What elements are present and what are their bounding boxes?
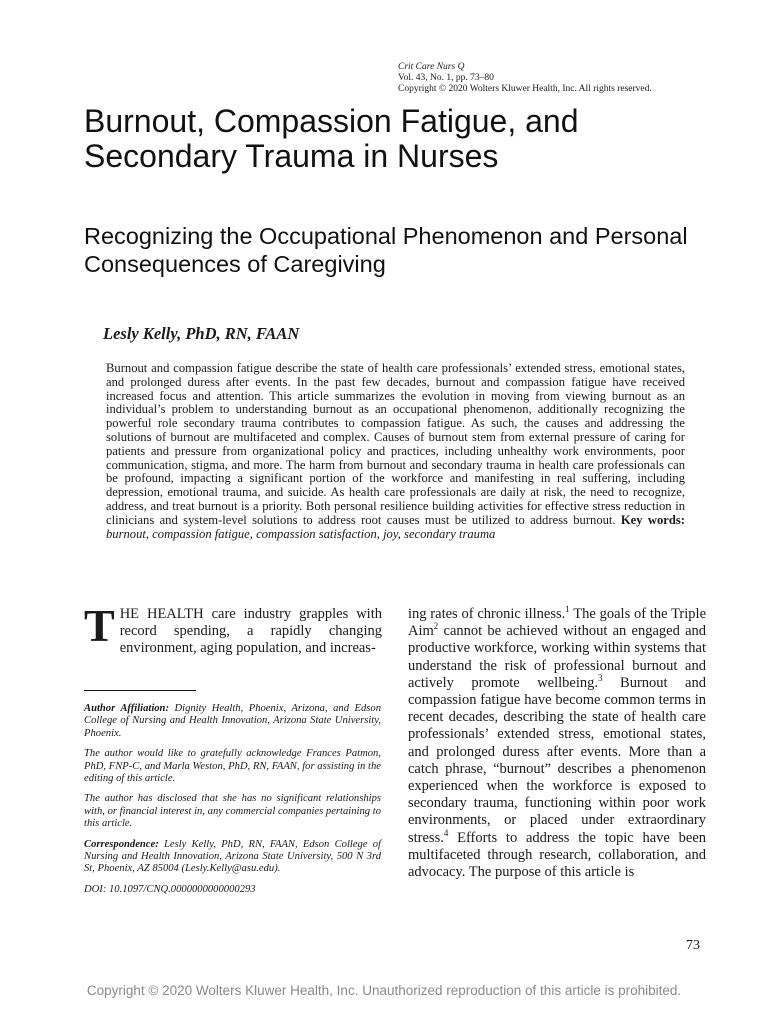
abstract-text: Burnout and compassion fatigue describe the state of health care professionals’ extended stress, emotional states, and prolonged duress after events. In the past few decades, burnout and compassion fatigue have received increased focus and attention. This article summarizes the evolution in moving from viewing burnout as an individual’s problem to understanding burnout as an occupational phenomenon, additionally recognizing the powerful role secondary trauma contributes to compassion fatigue. As such, the causes and addressing the solutions of burnout are multifaceted and complex. Causes of burnout stem from external pressure of caring for patients and pressure from organizational policy and practices, including unhealthy work environments, poor communication, stigma, and more. The harm from burnout and secondary trauma in health care professionals can be profound, impacting a significant portion of the workforce and manifesting in real suffering, including depression, emotional trauma, and suicide. As health care professionals are daily at risk, the need to recognize, address, and treat burnout is a priority. Both personal resilience building activities for effective stress reduction in clinicians and system-level solutions to address root causes must be utilized to address burnout. <box>106 361 685 527</box>
body-right-text-2: The goals of the Triple Aim <box>408 606 707 640</box>
reference-3: 3 <box>598 672 603 683</box>
drop-cap: T <box>84 600 115 651</box>
article-subtitle: Recognizing the Occupational Phenomenon and Personal Consequences of Caregiving <box>84 223 688 277</box>
journal-volume: Vol. 43, No. 1, pp. 73–80 <box>398 73 494 83</box>
acknowledgment-note: The author would like to gratefully acknowledge Frances Patmon, PhD, FNP-C, and Marla Weston, PhD, RN, FAAN, for assisting in the editing of this article. <box>84 748 381 785</box>
author-notes <box>84 703 381 904</box>
affiliation-note <box>84 703 381 740</box>
affiliation-label: Author Affiliation: <box>84 703 169 714</box>
body-right-text-3: cannot be achieved without an engaged and productive workforce, working within systems that understand the risk of professional burnout and actively promote wellbeing. <box>408 623 706 691</box>
article-title: Burnout, Compassion Fatigue, and Secondary Trauma in Nurses <box>84 103 579 174</box>
footnote-divider <box>84 690 196 691</box>
body-left-text: HE HEALTH care industry grapples with record spending, a rapidly changing environment, aging population, and increas- <box>119 606 382 657</box>
keywords: burnout, compassion fatigue, compassion satisfaction, joy, secondary trauma <box>106 526 496 541</box>
reference-2: 2 <box>433 621 439 632</box>
journal-name: Crit Care Nurs Q <box>398 62 465 72</box>
copyright-footer: Copyright © 2020 Wolters Kluwer Health, Inc. Unauthorized reproduction of this article is prohibited. <box>86 983 682 998</box>
body-right-text-1: ing rates of chronic illness. <box>408 606 566 622</box>
disclosure-note: The author has disclosed that she has no significant relationships with, or financial interest in, any commercial companies pertaining to this article. <box>84 793 381 830</box>
reference-4: 4 <box>443 827 449 838</box>
affiliation-text: Dignity Health, Phoenix, Arizona, and Edson College of Nursing and Health Innovation, Arizona State University, Phoenix. <box>84 703 381 739</box>
reference-1: 1 <box>565 604 570 615</box>
body-column-right <box>408 606 706 881</box>
body-right-text-5: Efforts to address the topic have been multifaceted through research, collaboration, and advocacy. The purpose of this article is <box>408 829 706 881</box>
body-right-text-4: Burnout and compassion fatigue have become common terms in recent decades, describing the state of health care professionals’ extended stress, emotional states, and prolonged duress after events. More than a catch phrase, “burnout” describes a phenomenon experienced when the workforce is exposed to secondary trauma, functioning within poor work environments, or placed under extraordinary stress. <box>408 674 706 846</box>
correspondence-text: Lesly Kelly, PhD, RN, FAAN, Edson College of Nursing and Health Innovation, Arizona State University, 500 N 3rd St, Phoenix, AZ 85004 (Lesly.Kelly@asu.edu). <box>84 838 381 875</box>
correspondence-note <box>84 839 381 876</box>
correspondence-label: Correspondence: <box>84 838 159 850</box>
journal-header <box>398 62 738 95</box>
journal-copyright: Copyright © 2020 Wolters Kluwer Health, Inc. All rights reserved. <box>398 84 652 94</box>
abstract <box>106 362 685 541</box>
keywords-label: Key words: <box>620 512 685 527</box>
page-number: 73 <box>686 938 700 953</box>
body-column-left <box>84 600 382 658</box>
doi-note: DOI: 10.1097/CNQ.0000000000000293 <box>84 883 256 895</box>
author-line: Lesly Kelly, PhD, RN, FAAN <box>103 324 300 343</box>
